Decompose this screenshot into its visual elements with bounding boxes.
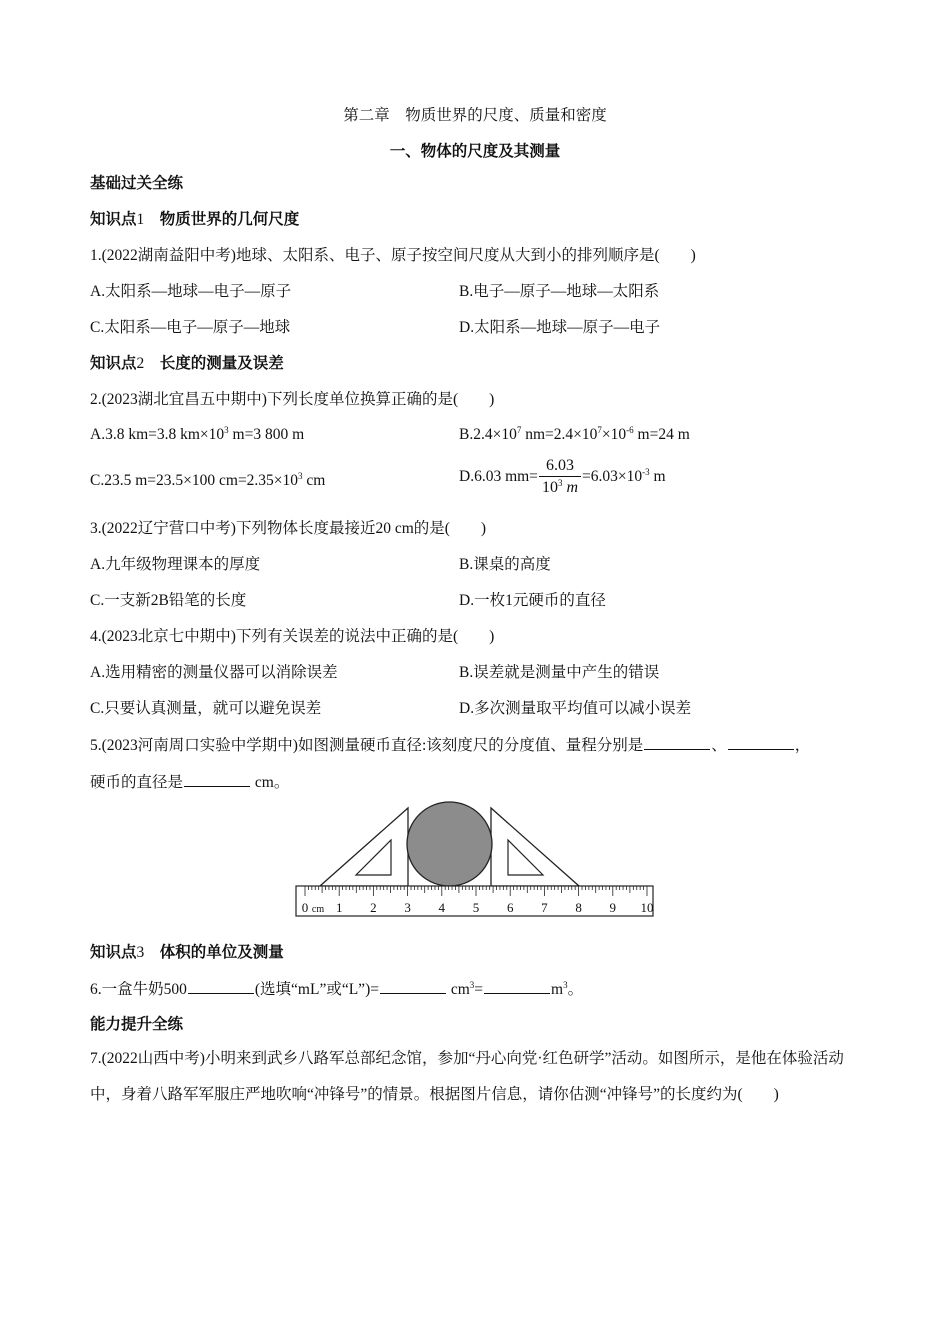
q4-stem: 4.(2023北京七中期中)下列有关误差的说法中正确的是( ) (90, 628, 495, 645)
q1-option-d: D.太阳系—地球—原子—电子 (459, 319, 661, 336)
exponent: 3 (557, 478, 563, 488)
ruler-tick-label: 1 (335, 900, 343, 915)
q5-stem (90, 735, 810, 756)
fraction (539, 456, 581, 499)
right-triangle-inner (508, 840, 543, 875)
ruler-tick-label: 10 (640, 900, 654, 915)
kp-title: 体积的单位及测量 (159, 944, 284, 961)
q1-option-b: B.电子—原子—地球—太阳系 (459, 283, 660, 300)
exponent: -3 (642, 467, 650, 478)
answer-blank[interactable] (380, 979, 446, 994)
text: D.6.03 mm= (459, 468, 538, 486)
left-triangle-square (320, 808, 408, 886)
ruler-tick-label: 8 (575, 900, 582, 915)
q2-option-d (459, 456, 666, 499)
text: B.2.4×10 (459, 426, 517, 443)
kp-label: 知识点 (90, 944, 137, 961)
coin-ruler-figure (290, 800, 660, 922)
text: 硬币的直径是 (90, 774, 184, 791)
exponent: 3 (469, 980, 475, 990)
chapter-title: 第二章 物质世界的尺度、质量和密度 (343, 107, 607, 124)
fraction-denominator (539, 477, 581, 499)
answer-blank[interactable] (184, 772, 250, 787)
q3-option-b: B.课桌的高度 (459, 556, 551, 573)
text: 10 (541, 479, 558, 496)
text: cm (302, 472, 326, 489)
text: = (474, 981, 484, 998)
text: 5.(2023河南周口实验中学期中)如图测量硬币直径:该刻度尺的分度值、量程分别是 (90, 737, 644, 754)
ruler-tick-label: 4 (438, 900, 446, 915)
kp-label: 知识点 (90, 211, 137, 228)
q3-stem: 3.(2022辽宁营口中考)下列物体长度最接近20 cm的是( ) (90, 520, 487, 537)
q4-option-c: C.只要认真测量，就可以避免误差 (90, 700, 322, 717)
q1-stem: 1.(2022湖南益阳中考)地球、太阳系、电子、原子按空间尺度从大到小的排列顺序是( ) (90, 247, 696, 264)
text: m (649, 468, 666, 486)
kp-number: 1 (136, 211, 145, 228)
q3-option-a: A.九年级物理课本的厚度 (90, 556, 261, 573)
ruler-tick-label: 2 (370, 900, 377, 915)
answer-blank[interactable] (484, 979, 550, 994)
ability-heading: 能力提升全练 (90, 1016, 184, 1033)
ruler-unit-label: cm (311, 904, 325, 915)
exponent: 3 (298, 471, 303, 481)
ruler-tick-label: 0 (301, 900, 309, 915)
fraction-numerator: 6.03 (539, 456, 581, 477)
ruler-tick-label: 9 (609, 900, 617, 915)
q1-option-a: A.太阳系—地球—电子—原子 (90, 283, 292, 300)
knowledge-point-3 (90, 943, 284, 963)
kp-label: 知识点 (90, 355, 137, 372)
ruler-tick-label: 3 (404, 900, 411, 915)
q2-option-b (459, 425, 690, 445)
section-title: 一、物体的尺度及其测量 (389, 143, 561, 160)
text: =6.03×10 (582, 468, 643, 486)
answer-blank[interactable] (188, 979, 254, 994)
text: 6.一盒牛奶500 (90, 981, 187, 998)
q7-text: 7.(2022山西中考)小明来到武乡八路军总部纪念馆，参加“丹心向党·红色研学”活动。如图所示，是他在体验活动中，身着八路军军服庄严地吹响“冲锋号”的情景。根据图片信息，请你估测“冲锋号”的长度约为( ) (90, 1050, 844, 1103)
exponent: 3 (224, 425, 229, 435)
knowledge-point-2 (90, 354, 284, 374)
q6-stem (90, 979, 583, 1000)
coin (407, 802, 492, 886)
exponent: 7 (516, 425, 522, 435)
text: 、 (711, 737, 727, 754)
q2-stem: 2.(2023湖北宜昌五中期中)下列长度单位换算正确的是( ) (90, 391, 495, 408)
text: m (551, 981, 564, 998)
exponent: 7 (597, 425, 602, 435)
text: cm。 (251, 774, 290, 791)
text: cm (446, 981, 470, 998)
answer-blank[interactable] (728, 735, 794, 750)
ruler-tick-label: 6 (506, 900, 514, 915)
exponent: -6 (626, 425, 634, 435)
ruler-tick-label: 5 (472, 900, 480, 915)
kp-title: 物质世界的几何尺度 (159, 211, 300, 228)
text: m=24 m (633, 426, 690, 443)
q4-option-a: A.选用精密的测量仪器可以消除误差 (90, 664, 338, 681)
q4-option-b: B.误差就是测量中产生的错误 (459, 664, 660, 681)
q2-option-c (90, 471, 325, 491)
q4-option-d: D.多次测量取平均值可以减小误差 (459, 700, 692, 717)
kp-number: 2 (136, 355, 145, 372)
text: ×10 (601, 426, 627, 443)
text: A.3.8 km=3.8 km×10 (90, 426, 225, 443)
kp-number: 3 (136, 944, 145, 961)
ruler-tick-label: 7 (541, 900, 548, 915)
text: m=3 800 m (228, 426, 305, 443)
q2-option-a (90, 425, 304, 445)
exponent: 3 (563, 980, 568, 990)
q5-line2 (90, 772, 289, 793)
answer-blank[interactable] (644, 735, 710, 750)
left-triangle-inner (356, 840, 391, 875)
text: C.23.5 m=23.5×100 cm=2.35×10 (90, 472, 299, 489)
kp-title: 长度的测量及误差 (159, 355, 284, 372)
knowledge-point-1 (90, 210, 299, 230)
q3-option-c: C.一支新2B铅笔的长度 (90, 592, 247, 609)
text: m (566, 479, 578, 496)
text: nm=2.4×10 (521, 426, 598, 443)
text: 。 (567, 981, 584, 998)
right-triangle-square (491, 808, 579, 886)
q1-option-c: C.太阳系—电子—原子—地球 (90, 319, 291, 336)
text: ， (794, 737, 811, 754)
basic-heading: 基础过关全练 (90, 175, 184, 192)
q3-option-d: D.一枚1元硬币的直径 (459, 592, 606, 609)
text: (选填“mL”或“L”)= (254, 981, 379, 998)
